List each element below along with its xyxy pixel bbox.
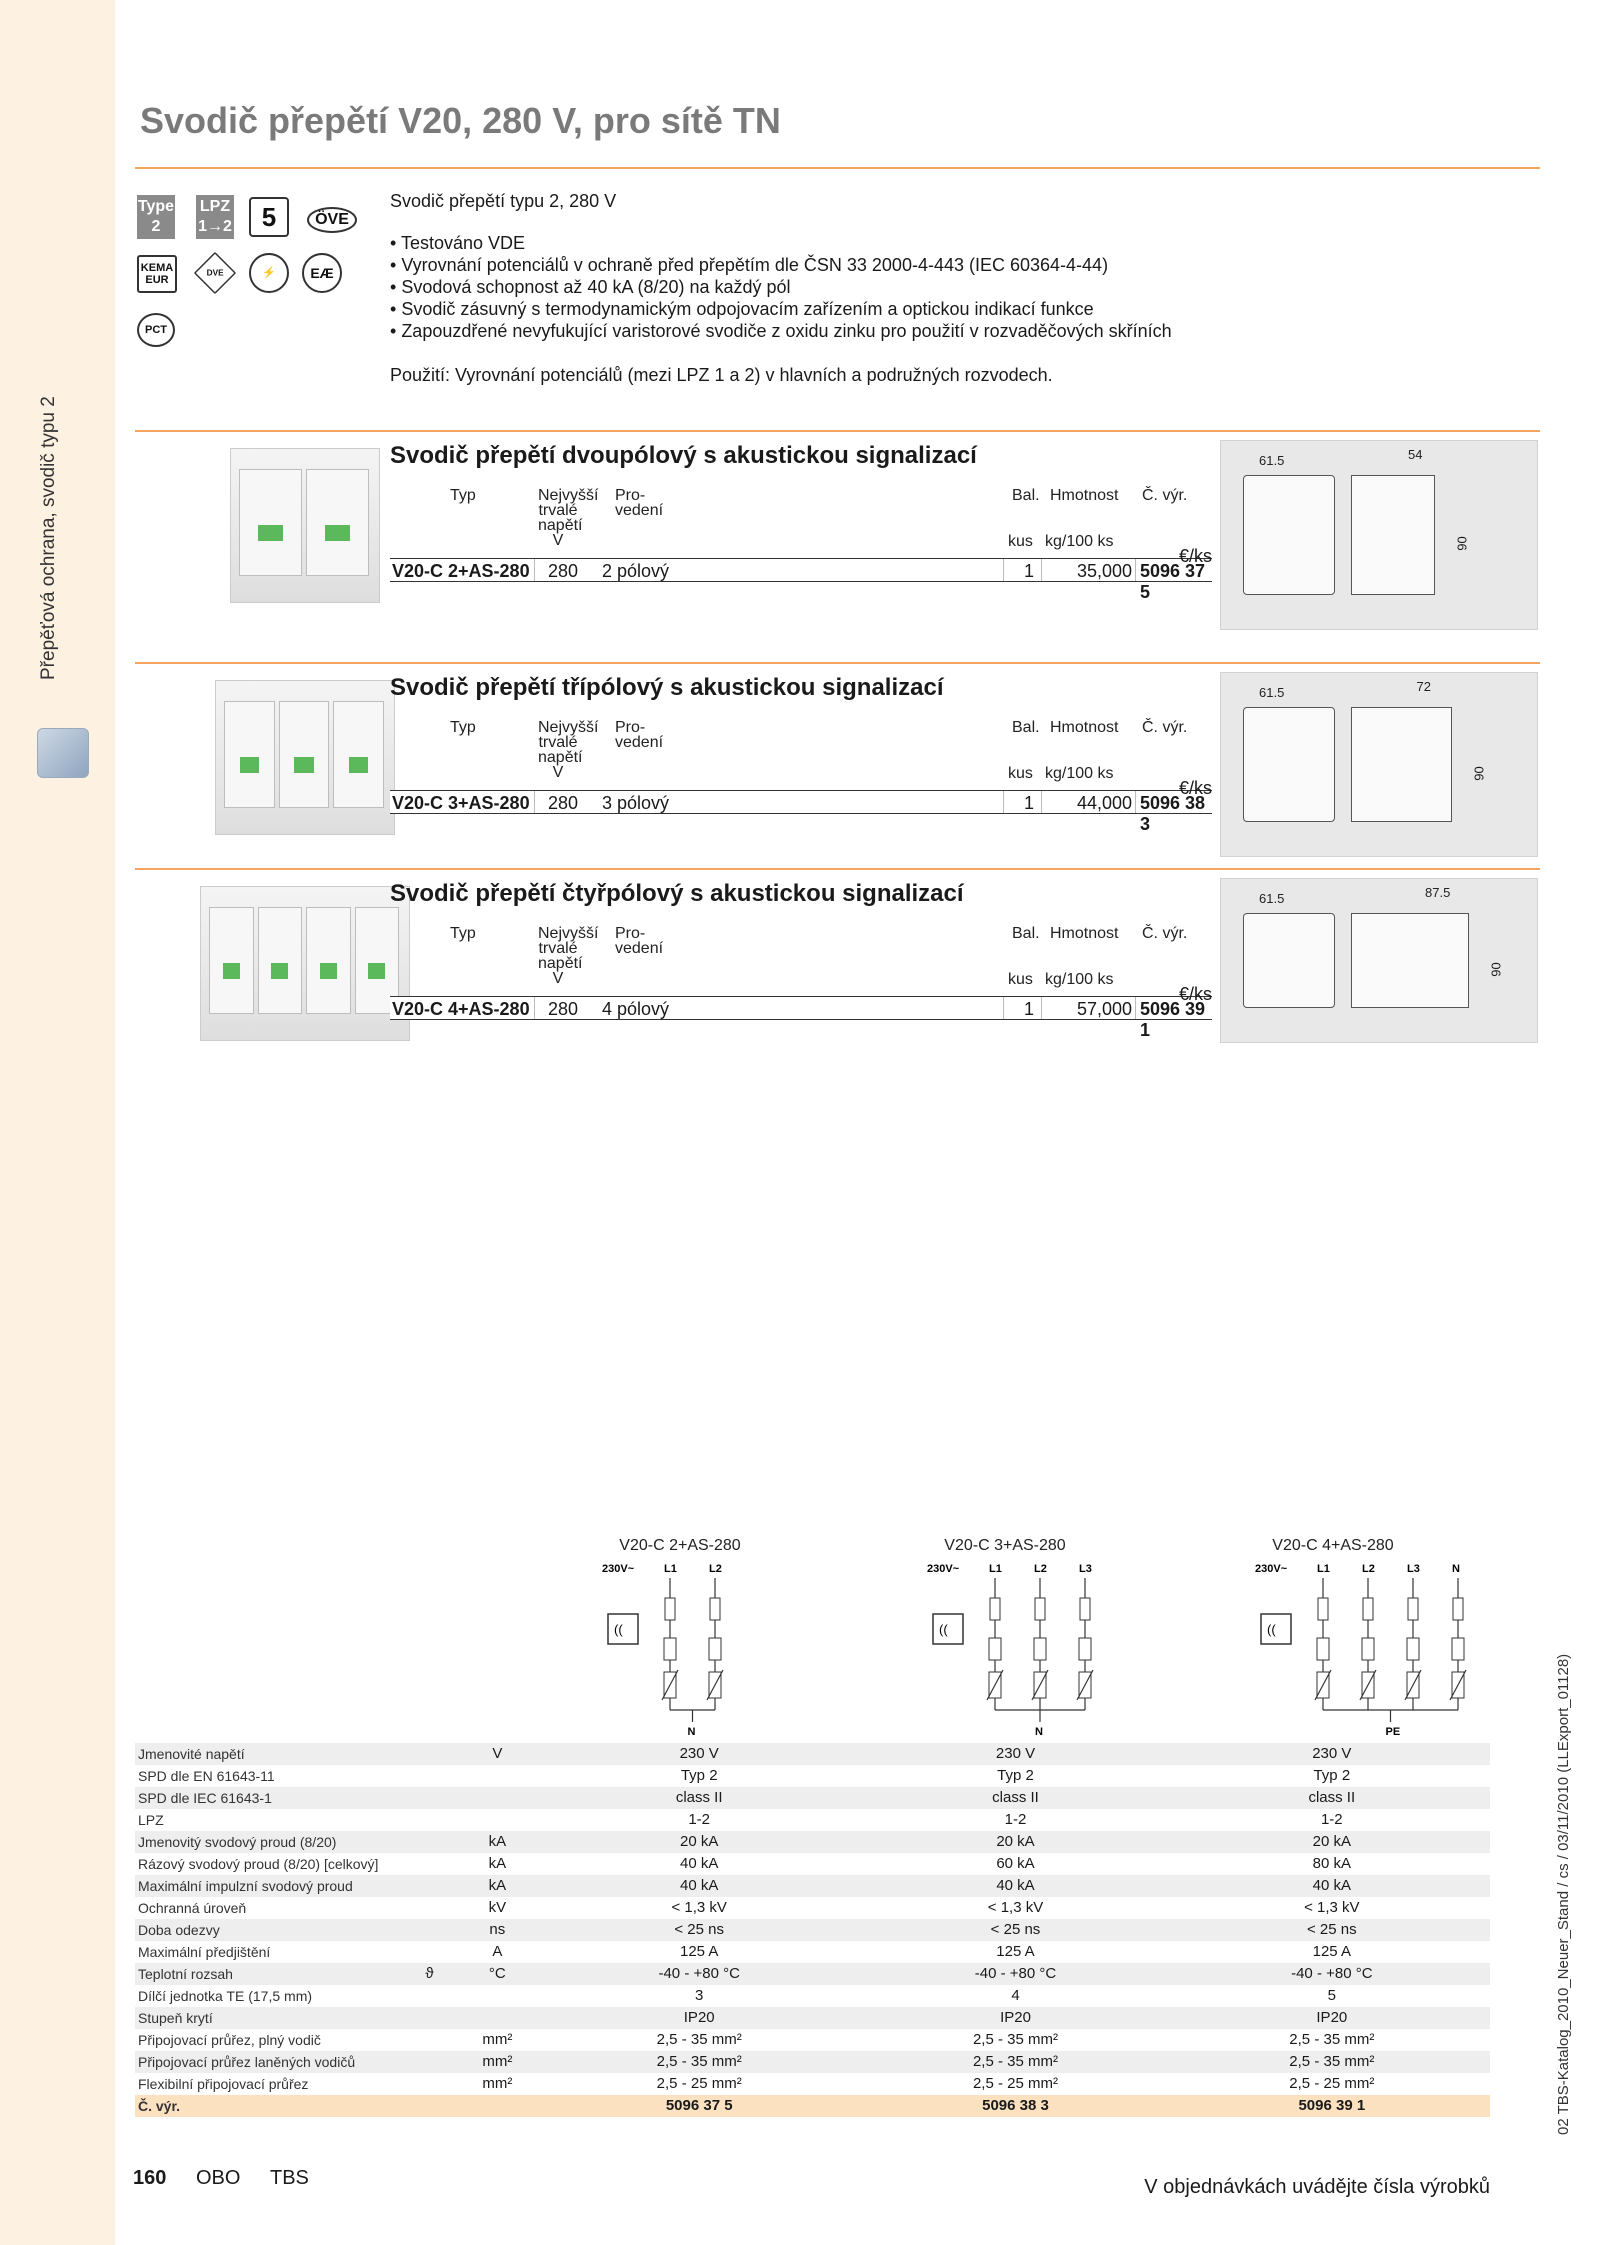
disconnector-element <box>664 1638 676 1660</box>
spec-label: Teplotní rozsah <box>135 1963 405 1985</box>
dimension-drawing <box>1220 440 1538 630</box>
spec-value: -40 - +80 °C <box>541 1963 857 1985</box>
col-code: Č. výr. <box>1142 487 1188 504</box>
spec-unit: kA <box>454 1831 541 1853</box>
col-voltage: Nejvyšší trvalé napětí V <box>538 925 599 987</box>
schematic-title: V20-C 3+AS-280 <box>944 1537 1066 1554</box>
fuse-element <box>1453 1598 1463 1620</box>
schematic-title: V20-C 2+AS-280 <box>619 1537 741 1554</box>
spec-value: < 1,3 kV <box>987 1899 1044 1916</box>
spec-value: 125 A <box>1312 1943 1351 1960</box>
fuse-element <box>1035 1598 1045 1620</box>
spec-value: IP20 <box>857 2007 1173 2029</box>
supply-label: 230V~ <box>602 1563 635 1575</box>
line-label: N <box>1452 1563 1460 1575</box>
spec-value: -40 - +80 °C <box>1174 1963 1490 1985</box>
fuse-element <box>665 1598 675 1620</box>
col-weight-unit: kg/100 ks <box>1045 971 1114 988</box>
spec-unit <box>454 2007 541 2029</box>
section-rule <box>135 430 1540 432</box>
spec-value: 2,5 - 35 mm² <box>1174 2051 1490 2073</box>
spec-row <box>135 1897 1490 1919</box>
spec-symbol <box>405 1809 453 1831</box>
col-pack-unit: kus <box>1008 765 1033 782</box>
col-pack: Bal. <box>1012 487 1040 504</box>
section-title: Svodič přepětí třípólový s akustickou signalizací <box>390 674 944 701</box>
bottom-label: N <box>1035 1726 1043 1738</box>
height-dimension: 90 <box>1454 536 1470 551</box>
fuse-element <box>1318 1598 1328 1620</box>
spec-value: 1-2 <box>688 1811 711 1828</box>
fuse-element <box>1080 1598 1090 1620</box>
spec-value: < 25 ns <box>1174 1919 1490 1941</box>
side-view <box>1243 707 1335 822</box>
spec-label: Stupeň krytí <box>135 2007 405 2029</box>
spec-label: Maximální předjištění <box>138 1944 271 1960</box>
spec-row <box>135 1919 1490 1941</box>
product-weight: 35,000 <box>1076 561 1132 581</box>
spec-row <box>135 1765 1490 1787</box>
table-header <box>390 720 1212 790</box>
depth-dimension: 61.5 <box>1259 685 1285 700</box>
spec-symbol <box>405 1831 453 1853</box>
spec-value: 40 kA <box>680 1855 719 1872</box>
feature-item: • Svodová schopnost až 40 kA (8/20) na každý pól <box>390 276 1540 298</box>
kema-logo: KEMA EUR <box>137 255 177 293</box>
module-cartridge <box>258 907 303 1014</box>
spec-value: Typ 2 <box>997 1767 1034 1784</box>
status-window <box>294 757 313 774</box>
spec-row <box>135 1853 1490 1875</box>
product-weight: 44,000 <box>1076 793 1132 813</box>
spec-value: 20 kA <box>541 1831 857 1853</box>
product-type: V20-C 3+AS-280 <box>392 793 530 813</box>
spec-value: < 1,3 kV <box>1304 1899 1360 1916</box>
col-weight: Hmotnost <box>1050 487 1119 504</box>
spec-value: class II <box>541 1787 857 1809</box>
col-weight: Hmotnost <box>1050 925 1119 942</box>
line-label: L3 <box>1407 1563 1420 1575</box>
table-header <box>390 488 1212 558</box>
col-variant: Pro- vedení <box>615 719 664 751</box>
spec-value: 230 V <box>541 1743 857 1765</box>
height-dimension: 90 <box>1488 961 1504 977</box>
catalog-name: TBS <box>270 2167 309 2189</box>
module-cartridge <box>306 907 351 1014</box>
spec-value: 2,5 - 25 mm² <box>1289 2075 1375 2092</box>
page-title: Svodič přepětí V20, 280 V, pro sítě TN <box>140 100 781 141</box>
module-cartridge <box>333 701 384 808</box>
spec-unit: mm² <box>482 2075 513 2092</box>
spec-row <box>135 1743 1490 1765</box>
product-type: V20-C 2+AS-280 <box>392 561 530 581</box>
feature-list <box>390 232 1540 342</box>
width-dimension: 72 <box>1416 679 1431 694</box>
col-weight-unit: kg/100 ks <box>1045 765 1114 782</box>
width-dimension: 54 <box>1408 447 1423 462</box>
product-section <box>390 674 1212 834</box>
spec-label: Č. výr. <box>135 2095 405 2117</box>
spec-value: 5 <box>1327 1987 1336 2004</box>
spec-label: Připojovací průřez, plný vodič <box>138 2032 321 2048</box>
spec-row <box>135 1985 1490 2007</box>
spec-unit <box>454 1765 541 1787</box>
disconnector-element <box>1317 1638 1329 1660</box>
spec-value: 230 V <box>857 1743 1173 1765</box>
col-variant: Pro- vedení <box>615 487 664 519</box>
disconnector-element <box>1079 1638 1091 1660</box>
spec-value: Typ 2 <box>1313 1767 1351 1784</box>
table-row <box>390 996 1212 1040</box>
feature-item: • Svodič zásuvný s termodynamickým odpojovacím zařízením a optickou indikací funkce <box>390 298 1540 320</box>
col-pack-unit: kus <box>1008 533 1033 550</box>
product-photo <box>215 680 395 835</box>
spec-value: class II <box>1174 1787 1490 1809</box>
product-photo <box>230 448 380 603</box>
status-window <box>349 757 368 774</box>
spec-value: 20 kA <box>1174 1831 1490 1853</box>
col-weight-unit: kg/100 ks <box>1045 533 1114 550</box>
svg-text:((: (( <box>614 1622 623 1637</box>
spec-unit: °C <box>454 1963 541 1985</box>
fuse-element <box>1408 1598 1418 1620</box>
section-title: Svodič přepětí čtyřpólový s akustickou signalizací <box>390 880 964 907</box>
pct-logo: PCT <box>137 313 175 347</box>
col-type: Typ <box>450 719 476 736</box>
product-variant: 4 pólový <box>602 999 670 1019</box>
spec-symbol <box>405 1787 453 1809</box>
spec-symbol <box>405 1743 453 1765</box>
spec-row <box>135 2007 1490 2029</box>
spec-row <box>135 1941 1490 1963</box>
depth-dimension: 61.5 <box>1259 453 1285 468</box>
spec-row <box>135 1963 1490 1985</box>
type-badge: Type 2 <box>137 195 175 239</box>
col-code: Č. výr. <box>1142 719 1188 736</box>
spec-label: Doba odezvy <box>135 1919 405 1941</box>
supply-label: 230V~ <box>1255 1563 1288 1575</box>
order-note: V objednávkách uvádějte čísla výrobků <box>1144 2176 1490 2198</box>
product-voltage: 280 <box>547 793 578 813</box>
feature-item: • Testováno VDE <box>390 232 1540 254</box>
spec-row <box>135 2029 1490 2051</box>
product-section <box>390 880 1212 1040</box>
svg-text:((: (( <box>939 1622 948 1637</box>
status-window <box>223 963 240 980</box>
spec-symbol: ϑ <box>405 1963 453 1985</box>
spec-value: 230 V <box>1174 1743 1490 1765</box>
spec-symbol <box>405 2029 453 2051</box>
spec-value: < 1,3 kV <box>671 1899 727 1916</box>
module-cartridge <box>239 469 302 576</box>
spec-value: < 25 ns <box>857 1919 1173 1941</box>
status-window <box>271 963 288 980</box>
spec-value: 2,5 - 25 mm² <box>972 2075 1058 2092</box>
spec-value: 60 kA <box>996 1855 1035 1872</box>
product-section <box>390 442 1212 602</box>
spec-row <box>135 2051 1490 2073</box>
spec-value: 80 kA <box>1312 1855 1351 1872</box>
intro-subtitle: Svodič přepětí typu 2, 280 V <box>390 191 617 211</box>
spec-unit: mm² <box>454 2051 541 2073</box>
spec-symbol <box>405 2073 453 2095</box>
price-unit: €/ks <box>1178 984 1212 1004</box>
spec-value: 125 A <box>680 1943 719 1960</box>
side-label: Přepěťová ochrana, svodič typu 2 <box>38 396 59 680</box>
col-pack-unit: kus <box>1008 971 1033 988</box>
line-label: L1 <box>1317 1563 1330 1575</box>
spec-value: 20 kA <box>857 1831 1173 1853</box>
disconnector-element <box>709 1638 721 1660</box>
spec-row <box>135 1787 1490 1809</box>
col-type: Typ <box>450 487 476 504</box>
spec-unit <box>454 1787 541 1809</box>
side-view <box>1243 475 1335 595</box>
supply-label: 230V~ <box>927 1563 960 1575</box>
fuse-element <box>710 1598 720 1620</box>
spec-label: Maximální impulzní svodový proud <box>135 1875 405 1897</box>
spec-value: Typ 2 <box>680 1767 718 1784</box>
price-unit: €/ks <box>1178 778 1212 798</box>
wiring-schematic <box>925 1560 1130 1740</box>
export-stamp: 02 TBS-Katalog_2010_Neuer_Stand / cs / 03/11/2010 (LLExport_01128) <box>1555 1653 1572 2135</box>
spec-unit: V <box>454 1743 541 1765</box>
spec-value: 40 kA <box>857 1875 1173 1897</box>
product-pack: 1 <box>1023 793 1034 813</box>
spec-value: class II <box>857 1787 1173 1809</box>
product-voltage: 280 <box>547 561 578 581</box>
spec-value: 2,5 - 25 mm² <box>656 2075 742 2092</box>
spec-value: 1-2 <box>1004 1811 1027 1828</box>
status-window <box>258 525 282 542</box>
usage-text: Použití: Vyrovnání potenciálů (mezi LPZ 1 a 2) v hlavních a podružných rozvodech. <box>390 365 1053 385</box>
side-view <box>1243 913 1335 1008</box>
spec-unit <box>454 1809 541 1831</box>
lightning-logo: ⚡ <box>249 253 289 293</box>
module-cartridge <box>306 469 369 576</box>
front-view <box>1351 913 1469 1008</box>
spec-table <box>135 1743 1490 2117</box>
table-row <box>390 790 1212 834</box>
title-rule <box>135 167 1540 169</box>
spec-symbol <box>405 1941 453 1963</box>
col-variant: Pro- vedení <box>615 925 664 957</box>
lpz-badge: LPZ 1→2 <box>196 195 234 239</box>
module-cartridge <box>224 701 275 808</box>
module-cartridge <box>279 701 330 808</box>
spec-value: 40 kA <box>1174 1875 1490 1897</box>
col-voltage: Nejvyšší trvalé napětí V <box>538 487 599 549</box>
product-variant: 3 pólový <box>602 793 670 813</box>
spec-label: Rázový svodový proud (8/20) [celkový] <box>138 1856 379 1872</box>
spec-unit: mm² <box>482 2031 513 2048</box>
spec-symbol <box>405 2051 453 2073</box>
product-code: 5096 39 1 <box>1140 999 1206 1040</box>
spec-unit: ns <box>454 1919 541 1941</box>
spec-value: 125 A <box>996 1943 1035 1960</box>
wiring-schematic <box>1253 1560 1503 1740</box>
disconnector-element <box>1362 1638 1374 1660</box>
col-code: Č. výr. <box>1142 925 1188 942</box>
col-weight: Hmotnost <box>1050 719 1119 736</box>
product-code: 5096 37 5 <box>1140 561 1206 602</box>
page-number: 160 <box>133 2167 167 2189</box>
depth-dimension: 61.5 <box>1259 891 1285 906</box>
status-window <box>368 963 385 980</box>
col-voltage: Nejvyšší trvalé napětí V <box>538 719 599 781</box>
spec-label: SPD dle EN 61643-11 <box>138 1768 275 1784</box>
spec-unit: kA <box>488 1855 507 1872</box>
spec-symbol <box>405 1853 453 1875</box>
feature-item: • Zapouzdřené nevyfukující varistorové svodiče z oxidu zinku pro použití v rozvaděčových skříních <box>390 320 1540 342</box>
front-view <box>1351 475 1435 595</box>
intro-text <box>390 190 1540 386</box>
line-label: L2 <box>1362 1563 1375 1575</box>
bottom-label: N <box>687 1726 696 1738</box>
side-bar <box>0 0 115 2245</box>
product-type: V20-C 4+AS-280 <box>392 999 530 1019</box>
section-thumbnail <box>37 728 89 778</box>
fuse-element <box>1363 1598 1373 1620</box>
status-window <box>320 963 337 980</box>
line-label: L2 <box>1034 1563 1047 1575</box>
spec-symbol <box>405 2095 453 2117</box>
line-label: L1 <box>664 1563 677 1575</box>
product-voltage: 280 <box>547 999 578 1019</box>
spec-symbol <box>405 1875 453 1897</box>
product-code: 5096 38 3 <box>1140 793 1206 834</box>
section-title: Svodič přepětí dvoupólový s akustickou signalizací <box>390 442 977 469</box>
vde-logo: DVE <box>194 252 236 294</box>
product-pack: 1 <box>1023 999 1034 1019</box>
product-pack: 1 <box>1023 561 1034 581</box>
feature-item: • Vyrovnání potenciálů v ochraně před přepětím dle ČSN 33 2000-4-443 (IEC 60364-4-44) <box>390 254 1540 276</box>
disconnector-element <box>1034 1638 1046 1660</box>
spec-value: 5096 39 1 <box>1174 2095 1490 2117</box>
table-row <box>390 558 1212 602</box>
brand-name: OBO <box>196 2167 241 2189</box>
spec-unit: A <box>492 1943 503 1960</box>
front-view <box>1351 707 1452 822</box>
acoustic-signal-icon <box>608 1614 638 1644</box>
spec-value: 3 <box>695 1987 704 2004</box>
spec-value: < 25 ns <box>541 1919 857 1941</box>
acoustic-signal-icon <box>1261 1614 1291 1644</box>
spec-value: 2,5 - 35 mm² <box>541 2051 857 2073</box>
spec-label: Připojovací průřez laněných vodičů <box>135 2051 405 2073</box>
col-type: Typ <box>450 925 476 942</box>
ove-logo: ÖVE <box>307 207 357 233</box>
section-rule <box>135 662 1540 664</box>
disconnector-element <box>1407 1638 1419 1660</box>
line-label: L1 <box>989 1563 1002 1575</box>
line-label: L2 <box>709 1563 722 1575</box>
price-unit: €/ks <box>1178 546 1212 566</box>
status-window <box>325 525 349 542</box>
spec-value: 2,5 - 35 mm² <box>1289 2031 1375 2048</box>
section-rule <box>135 868 1540 870</box>
spec-value: 40 kA <box>541 1875 857 1897</box>
height-dimension: 90 <box>1471 765 1487 781</box>
spec-value: -40 - +80 °C <box>857 1963 1173 1985</box>
spec-symbol <box>405 1919 453 1941</box>
dimension-drawing <box>1220 878 1538 1043</box>
spec-unit <box>454 2095 541 2117</box>
spec-label: SPD dle IEC 61643-1 <box>135 1787 405 1809</box>
spec-unit: kV <box>488 1899 507 1916</box>
spec-label: Dílčí jednotka TE (17,5 mm) <box>138 1988 313 2004</box>
spec-value: IP20 <box>1174 2007 1490 2029</box>
spec-label: Ochranná úroveň <box>138 1900 247 1916</box>
product-weight: 57,000 <box>1076 999 1132 1019</box>
spec-unit <box>454 1985 541 2007</box>
module-cartridge <box>209 907 254 1014</box>
spec-value: 5096 38 3 <box>857 2095 1173 2117</box>
status-window <box>240 757 259 774</box>
spec-symbol <box>405 1765 453 1787</box>
spec-value: 5096 37 5 <box>541 2095 857 2117</box>
schematic-title: V20-C 4+AS-280 <box>1272 1537 1394 1554</box>
width-dimension: 87.5 <box>1425 885 1451 900</box>
product-photo <box>200 886 410 1041</box>
fuse-element <box>990 1598 1000 1620</box>
bottom-label: PE <box>1385 1726 1401 1738</box>
spec-value: IP20 <box>541 2007 857 2029</box>
svg-text:((: (( <box>1267 1622 1276 1637</box>
spec-label: Flexibilní připojovací průřez <box>138 2076 309 2092</box>
spec-symbol <box>405 1985 453 2007</box>
line-label: L3 <box>1079 1563 1092 1575</box>
spec-row <box>135 2073 1490 2095</box>
spec-value: 4 <box>1011 1987 1020 2004</box>
dimension-drawing <box>1220 672 1538 857</box>
product-variant: 2 pólový <box>602 561 670 581</box>
spec-row <box>135 1831 1490 1853</box>
spec-label: LPZ <box>138 1812 164 1828</box>
acoustic-signal-icon <box>933 1614 963 1644</box>
spec-row <box>135 1875 1490 1897</box>
disconnector-element <box>1452 1638 1464 1660</box>
col-pack: Bal. <box>1012 719 1040 736</box>
spec-unit: kA <box>454 1875 541 1897</box>
disconnector-element <box>989 1638 1001 1660</box>
spec-row <box>135 1809 1490 1831</box>
spec-label: Jmenovitý svodový proud (8/20) <box>135 1831 405 1853</box>
spec-value: 2,5 - 35 mm² <box>656 2031 742 2048</box>
col-pack: Bal. <box>1012 925 1040 942</box>
spec-label: Jmenovité napětí <box>135 1743 405 1765</box>
five-years-logo: 5 <box>249 197 289 237</box>
table-header <box>390 926 1212 996</box>
spec-value: 2,5 - 35 mm² <box>972 2031 1058 2048</box>
spec-symbol <box>405 2007 453 2029</box>
spec-value: 1-2 <box>1320 1811 1343 1828</box>
eac-logo: EÆ <box>302 253 342 293</box>
spec-value: 2,5 - 35 mm² <box>857 2051 1173 2073</box>
spec-symbol <box>405 1897 453 1919</box>
wiring-schematic <box>600 1560 760 1740</box>
spec-row <box>135 2095 1490 2117</box>
